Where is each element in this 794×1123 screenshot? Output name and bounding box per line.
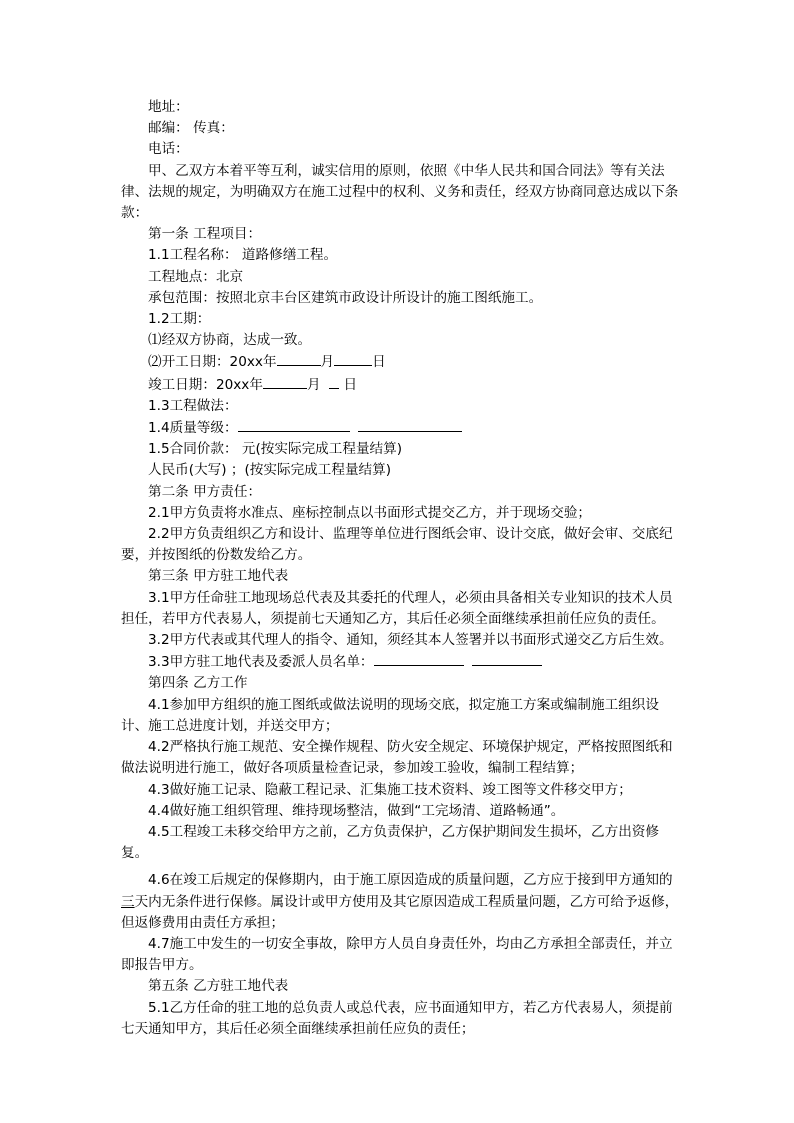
postcode-fax-line: 邮编： 传真：: [148, 120, 234, 137]
price-in-words: 人民币(大写) ；(按实际完成工程量结算): [148, 462, 392, 479]
start-day-blank: [334, 351, 372, 366]
completion-month-blank: [263, 374, 307, 389]
project-name: 1.1工程名称： 道路修缮工程。: [148, 247, 338, 264]
clause-4-3: 4.3做好施工记录、隐蔽工程记录、汇集施工技术资料、竣工图等文件移交甲方；: [148, 781, 632, 798]
completion-day-blank: [329, 374, 339, 389]
article-3-heading: 第三条 甲方驻工地代表: [148, 568, 289, 585]
start-date-line: ⑵开工日期：20xx年 月 日: [121, 351, 683, 373]
article-1-heading: 第一条 工程项目：: [148, 226, 262, 243]
phone-line: 电话：: [148, 141, 189, 158]
clause-4-7: 4.7施工中发生的一切安全事故，除甲方人员自身责任外，均由乙方承担全部责任，并立即报告甲方。: [121, 935, 673, 974]
contract-scope: 承包范围：按照北京丰台区建筑市政设计所设计的施工图纸施工。: [148, 289, 543, 306]
clause-4-1: 4.1参加甲方组织的施工图纸或做法说明的现场交底，拟定施工方案或编制施工组织设计、施工总进度计划，并送交甲方；: [121, 696, 659, 734]
article-5-heading: 第五条 乙方驻工地代表: [148, 978, 289, 995]
contract-body: [121, 97, 683, 1040]
clause-4-2: 4.2严格执行施工规范、安全操作规程、防火安全规定、环境保护规定，严格按照图纸和做法说明进行施工，做好各项质量检查记录，参加竣工验收，编制工程结算；: [121, 739, 673, 777]
quality-blank-2: [358, 417, 462, 432]
completion-date-line: 竣工日期：20xx年 月 日: [121, 374, 683, 396]
representative-blank-1: [374, 651, 464, 666]
address-line: 地址：: [148, 99, 189, 115]
clause-4-5: 4.5工程竣工未移交给甲方之前，乙方负责保护，乙方保护期间发生损坏，乙方出资修复。: [121, 823, 659, 862]
start-month-blank: [277, 351, 321, 366]
clause-4-4: 4.4做好施工组织管理、维持现场整洁，做到“工完场清、道路畅通”。: [148, 802, 565, 819]
clause-3-3: 3.3甲方驻工地代表及委派人员名单：: [121, 651, 683, 673]
clause-4-6: 4.6在竣工后规定的保修期内，由于施工原因造成的质量问题，乙方应于接到甲方通知的三天内无条件进行保修。属设计或甲方使用及其它原因造成工程质量问题，乙方可给予返修， 但返修费用由责任方承担；: [121, 872, 679, 931]
quality-grade-line: 1.4质量等级：: [121, 417, 683, 439]
duration-agreement: ⑴经双方协商，达成一致。: [148, 332, 312, 349]
clause-2-1: 2.1甲方负责将水准点、座标控制点以书面形式提交乙方，并于现场交验；: [148, 504, 592, 521]
warranty-days: 三: [121, 893, 135, 910]
article-2-heading: 第二条 甲方责任：: [148, 483, 262, 500]
project-location: 工程地点：北京: [148, 268, 244, 285]
clause-2-2: 2.2甲方负责组织乙方和设计、监理等单位进行图纸会审、设计交底，做好会审、交底纪要，并按图纸的份数发给乙方。: [121, 526, 673, 564]
duration-heading: 1.2工期：: [148, 311, 211, 328]
clause-3-2: 3.2甲方代表或其代理人的指令、通知，须经其本人签署并以书面形式递交乙方后生效。: [148, 632, 673, 649]
representative-blank-2: [472, 651, 542, 666]
clause-5-1: 5.1乙方任命的驻工地的总负责人或总代表，应书面通知甲方，若乙方代表易人，须提前七天通知甲方，其后任必须全面继续承担前任应负的责任；: [121, 999, 673, 1037]
quality-blank-1: [238, 417, 350, 432]
clause-3-1: 3.1甲方任命驻工地现场总代表及其委托的代理人，必须由具备相关专业知识的技术人员担任，若甲方代表易人，须提前七天通知乙方，其后任必须全面继续承担前任应负的责任。: [121, 589, 673, 627]
preamble-paragraph: 甲、乙双方本着平等互利，诚实信用的原则，依照《中华人民共和国合同法》等有关法律、法规的规定，为明确双方在施工过程中的权利、义务和责任，经双方协商同意达成以下条款：: [121, 162, 679, 222]
contract-price: 1.5合同价款： 元(按实际完成工程量结算): [148, 441, 403, 458]
construction-method: 1.3工程做法：: [148, 397, 238, 414]
article-4-heading: 第四条 乙方工作: [148, 675, 248, 692]
